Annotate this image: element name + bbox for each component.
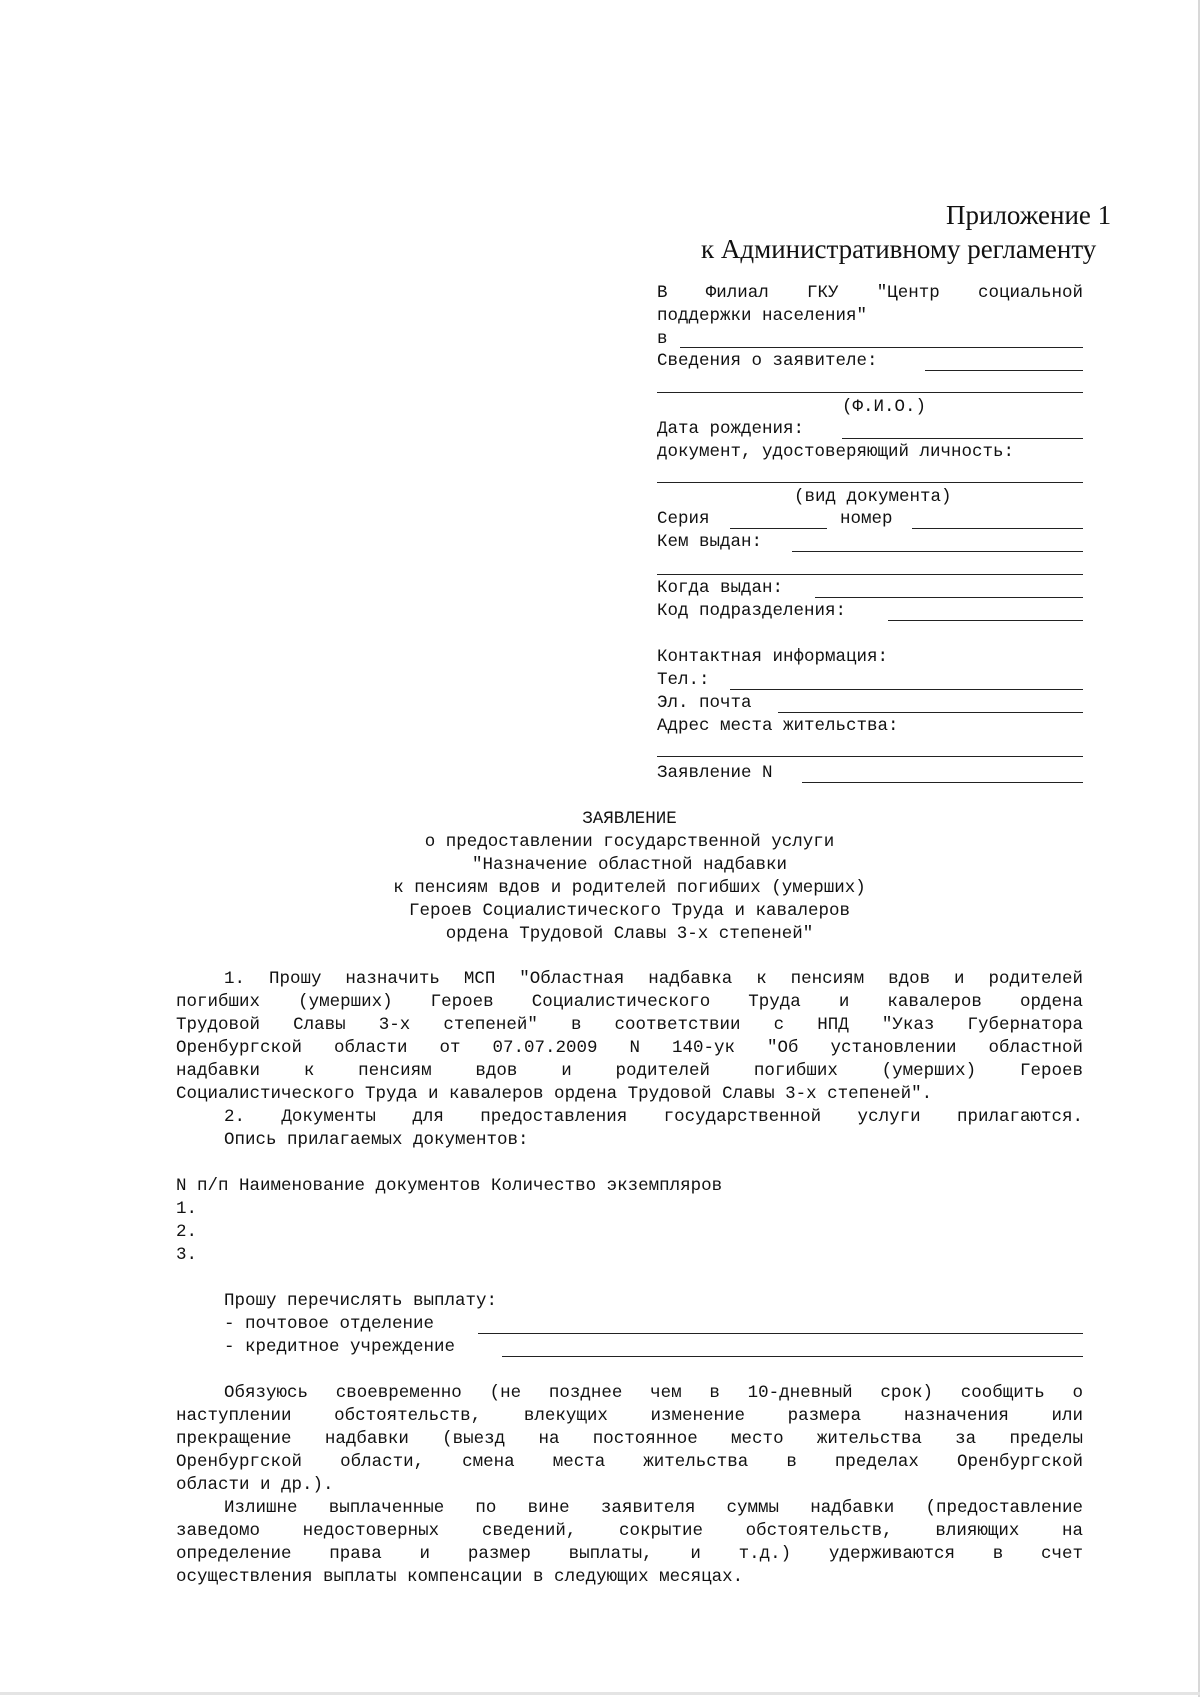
scan-edge-bottom — [0, 1692, 1200, 1695]
appendix-number: Приложение 1 — [946, 200, 1112, 230]
obligation-1-line-3: прекращение надбавки (выезд на постоянное место жительства за пределы — [176, 1429, 1083, 1449]
fio-field[interactable] — [657, 392, 1083, 393]
phone-label: Тел.: — [657, 670, 710, 690]
document-table-row: 2. — [176, 1222, 198, 1242]
paragraph-1-line-5: надбавки к пенсиям вдов и родителей погибших (умерших) Героев — [176, 1061, 1083, 1081]
email-field[interactable] — [778, 712, 1083, 713]
obligation-1-line-5: области и др.). — [176, 1475, 334, 1495]
document-title: ЗАЯВЛЕНИЕ — [582, 809, 677, 829]
obligation-1-line-4: Оренбургской области, смена места жительства в пределах Оренбургской — [176, 1452, 1083, 1472]
document-table-header: N п/п Наименование документов Количество экземпляров — [176, 1176, 723, 1196]
addressee-line-2: поддержки населения" — [657, 306, 868, 326]
credit-institution-field[interactable] — [502, 1356, 1083, 1357]
document-table-row: 1. — [176, 1199, 198, 1219]
applicant-label: Сведения о заявителе: — [657, 351, 878, 371]
department-code-field[interactable] — [888, 620, 1083, 621]
document-type-field[interactable] — [657, 482, 1083, 483]
branch-in-label: в — [657, 329, 668, 349]
paragraph-2-line-1: 2. Документы для предоставления государственной услуги прилагаются. — [224, 1107, 1083, 1127]
paragraph-1-line-1: 1. Прошу назначить МСП "Областная надбавка к пенсиям вдов и родителей — [224, 969, 1083, 989]
title-line-3: "Назначение областной надбавки — [471, 855, 788, 875]
paragraph-2-line-2: Опись прилагаемых документов: — [224, 1130, 529, 1150]
obligation-2-line-2: заведомо недостоверных сведений, сокрытие обстоятельств, влияющих на — [176, 1521, 1083, 1541]
issued-date-label: Когда выдан: — [657, 578, 784, 598]
issued-by-label: Кем выдан: — [657, 532, 763, 552]
paragraph-1-line-6: Социалистического Труда и кавалеров ордена Трудовой Славы 3-х степеней". — [176, 1084, 933, 1104]
obligation-2-line-1: Излишне выплаченные по вине заявителя суммы надбавки (предоставление — [224, 1498, 1083, 1518]
document-type-caption: (вид документа) — [794, 487, 952, 507]
issued-by-field-2[interactable] — [657, 574, 1083, 575]
application-number-label: Заявление N — [657, 763, 773, 783]
title-line-5: Героев Социалистического Труда и кавалеров — [408, 901, 851, 921]
paragraph-1-line-2: погибших (умерших) Героев Социалистического Труда и кавалеров ордена — [176, 992, 1083, 1012]
number-label: номер — [840, 509, 893, 529]
applicant-field[interactable] — [925, 370, 1083, 371]
obligation-1-line-1: Обязуюсь своевременно (не позднее чем в 10-дневный срок) сообщить о — [224, 1383, 1083, 1403]
title-line-6: ордена Трудовой Славы 3-х степеней" — [445, 924, 814, 944]
payment-bank-label: - кредитное учреждение — [224, 1337, 456, 1357]
address-field[interactable] — [657, 756, 1083, 757]
contacts-label: Контактная информация: — [657, 647, 889, 667]
phone-field[interactable] — [730, 689, 1083, 690]
birth-date-field[interactable] — [842, 438, 1083, 439]
address-label: Адрес места жительства: — [657, 716, 899, 736]
obligation-2-line-3: определение права и размер выплаты, и т.д.) удерживаются в счет — [176, 1544, 1083, 1564]
paragraph-1-line-3: Трудовой Славы 3-х степеней" в соответствии с НПД "Указ Губернатора — [176, 1015, 1083, 1035]
title-line-4: к пенсиям вдов и родителей погибших (умерших) — [393, 878, 866, 898]
series-label: Серия — [657, 509, 710, 529]
department-code-label: Код подразделения: — [657, 601, 847, 621]
payment-post-label: - почтовое отделение — [224, 1314, 435, 1334]
post-office-field[interactable] — [478, 1333, 1083, 1334]
obligation-2-line-4: осуществления выплаты компенсации в следующих месяцах. — [176, 1567, 744, 1587]
application-number-field[interactable] — [802, 782, 1083, 783]
branch-field[interactable] — [680, 347, 1083, 348]
number-field[interactable] — [912, 528, 1083, 529]
payment-label: Прошу перечислять выплату: — [224, 1291, 498, 1311]
birth-date-label: Дата рождения: — [657, 419, 805, 439]
issued-by-field[interactable] — [792, 551, 1083, 552]
document-table-row: 3. — [176, 1245, 198, 1265]
appendix-reference: к Административному регламенту — [701, 234, 1097, 264]
email-label: Эл. почта — [657, 693, 752, 713]
fio-caption: (Ф.И.О.) — [842, 397, 927, 417]
series-field[interactable] — [730, 528, 827, 529]
addressee-line-1: В Филиал ГКУ "Центр социальной — [657, 283, 1083, 303]
issued-date-field[interactable] — [815, 597, 1083, 598]
title-line-2: о предоставлении государственной услуги — [424, 832, 835, 852]
id-document-label: документ, удостоверяющий личность: — [657, 442, 1015, 462]
paragraph-1-line-4: Оренбургской области от 07.07.2009 N 140-ук "Об установлении областной — [176, 1038, 1083, 1058]
obligation-1-line-2: наступлении обстоятельств, влекущих изменение размера назначения или — [176, 1406, 1083, 1426]
